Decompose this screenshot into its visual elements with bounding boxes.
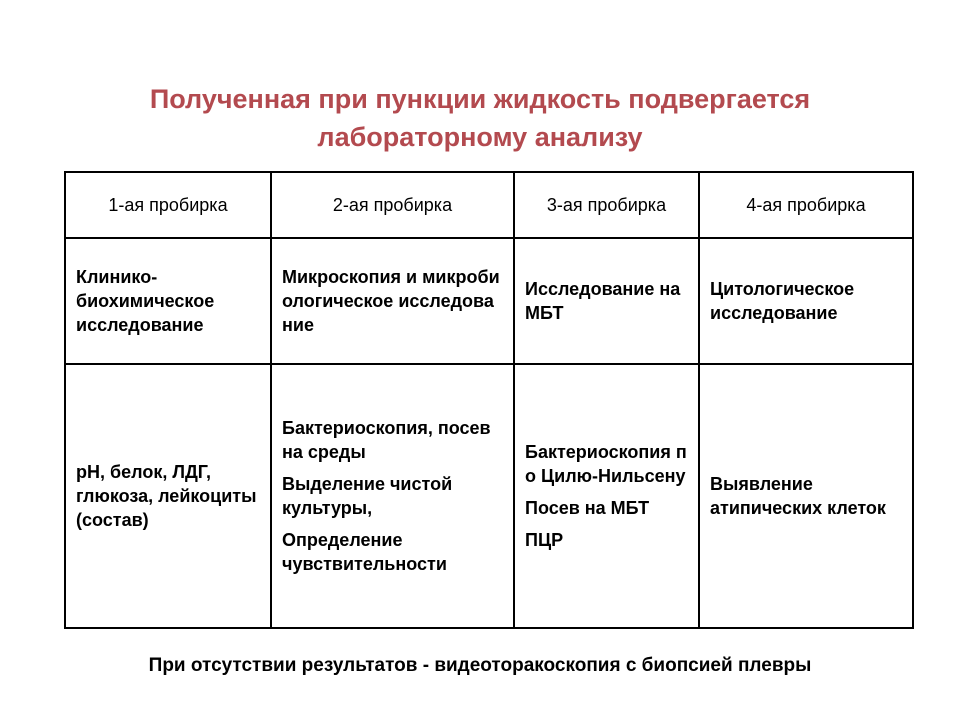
method-item: ПЦР: [525, 530, 564, 550]
method-item: Бактериоскопия по Цилю-Нильсену: [525, 442, 687, 486]
slide-title-line-1: Полученная при пункции жидкость подвергается: [149, 84, 811, 114]
study-tube-3: Исследование на МБТ: [514, 238, 699, 364]
methods-tube-3: [514, 364, 699, 628]
study-tube-4: Цитологическое исследование: [699, 238, 913, 364]
lab-analysis-table: [64, 171, 914, 629]
method-item: Бактериоскопия, посев на среды: [282, 418, 491, 462]
header-tube-2: 2-ая пробирка: [271, 172, 514, 238]
method-item: Посев на МБТ: [525, 498, 650, 518]
study-tube-1: Клинико-биохимическое исследование: [65, 238, 271, 364]
methods-tube-2: [271, 364, 514, 628]
footer-note: При отсутствии результатов - видеоторакоскопия с биопсией плевры: [148, 655, 812, 676]
method-item: Выявление атипических клеток: [710, 474, 886, 518]
slide-title: [60, 80, 900, 156]
header-row: [65, 172, 913, 238]
methods-row: [65, 364, 913, 628]
study-tube-2: Микроскопия и микробиологическое исследование: [271, 238, 514, 364]
slide-title-line-2: лабораторному анализу: [317, 122, 643, 152]
methods-tube-4: [699, 364, 913, 628]
header-tube-1: 1-ая пробирка: [65, 172, 271, 238]
method-item: рН, белок, ЛДГ, глюкоза, лейкоциты (состав): [76, 462, 257, 530]
study-type-row: [65, 238, 913, 364]
method-item: Определение чувствительности: [282, 530, 447, 574]
header-tube-4: 4-ая пробирка: [699, 172, 913, 238]
methods-tube-1: [65, 364, 271, 628]
method-item: Выделение чистой культуры,: [282, 474, 453, 518]
header-tube-3: 3-ая пробирка: [514, 172, 699, 238]
